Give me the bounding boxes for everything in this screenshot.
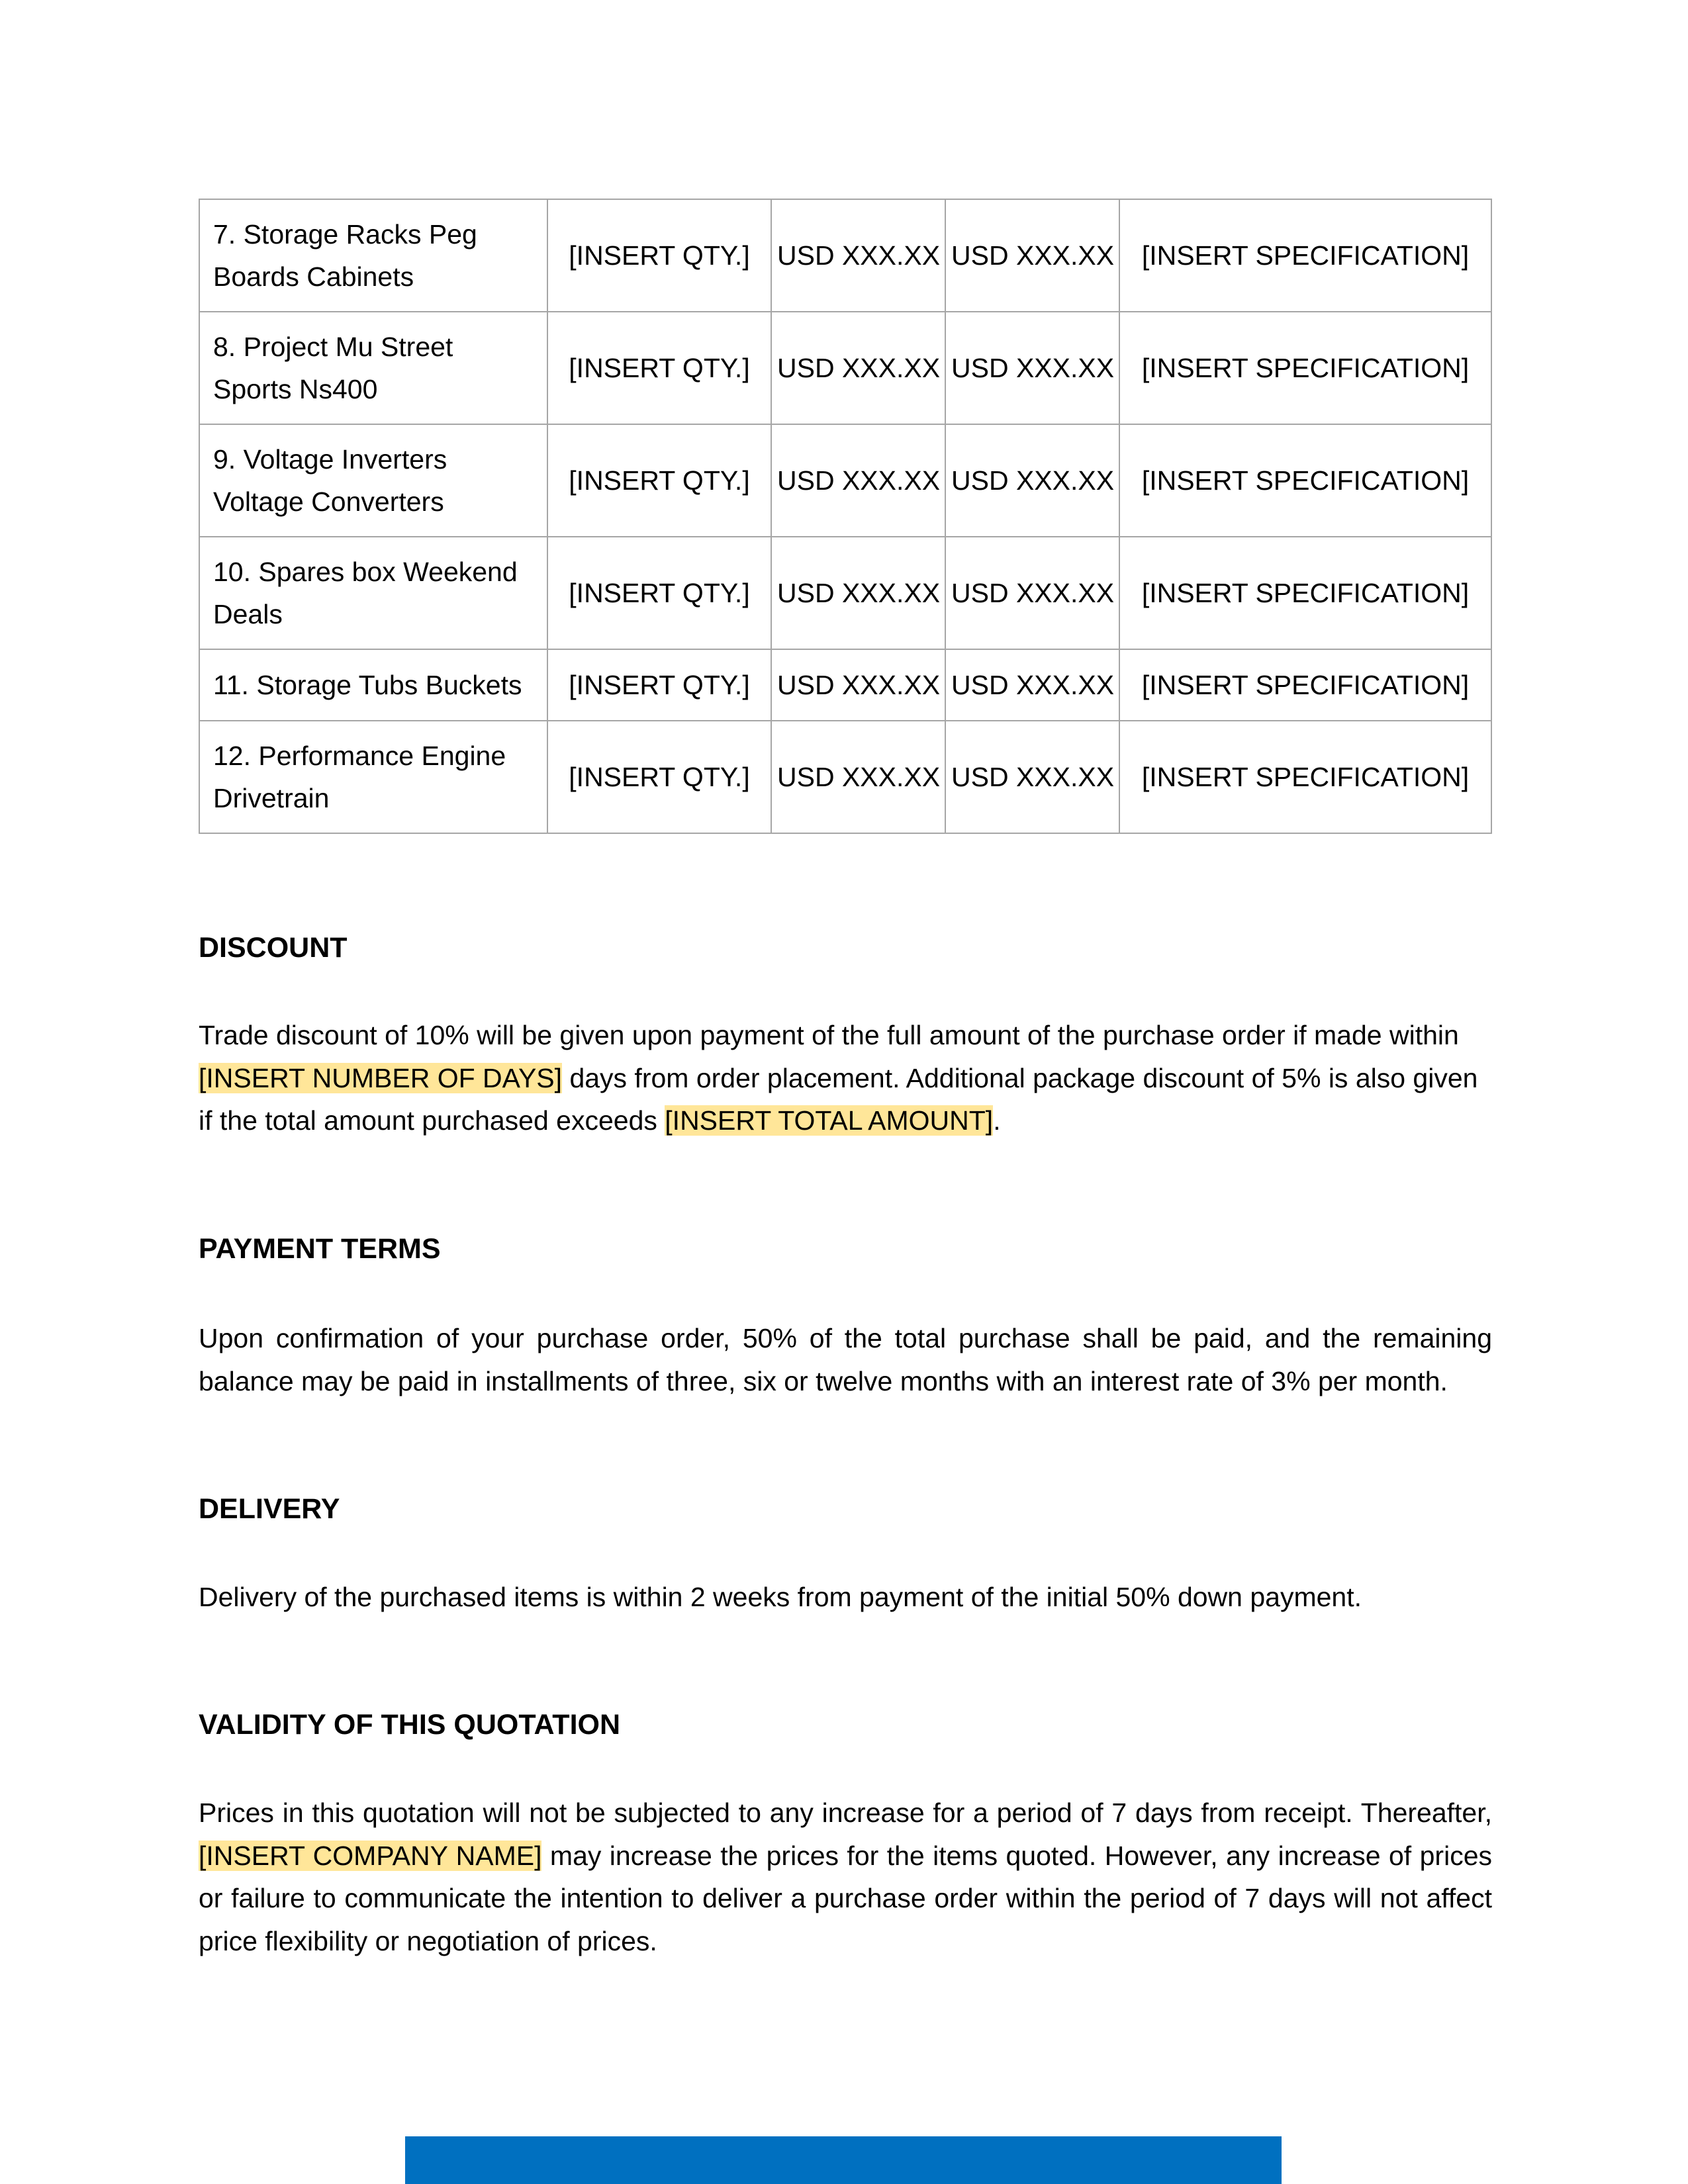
- unit-price-cell: USD XXX.XX: [771, 424, 945, 537]
- table-row: [199, 721, 1491, 833]
- placeholder-number-of-days: [INSERT NUMBER OF DAYS]: [199, 1062, 563, 1093]
- total-price-cell: USD XXX.XX: [945, 649, 1119, 721]
- item-name-cell: 9. Voltage Inverters Voltage Converters: [199, 424, 547, 537]
- total-price-cell: USD XXX.XX: [945, 424, 1119, 537]
- discount-text-1: Trade discount of 10% will be given upon payment of the full amount of the purchase order if made within: [199, 1020, 1459, 1050]
- item-name-cell: 11. Storage Tubs Buckets: [199, 649, 547, 721]
- discount-paragraph: [199, 1014, 1492, 1142]
- item-name-cell: 8. Project Mu Street Sports Ns400: [199, 312, 547, 424]
- placeholder-total-amount: [INSERT TOTAL AMOUNT]: [665, 1105, 994, 1136]
- table-row: [199, 649, 1491, 721]
- qty-cell: [INSERT QTY.]: [547, 721, 771, 833]
- table-row: [199, 537, 1491, 649]
- validity-text-1: Prices in this quotation will not be subjected to any increase for a period of 7 days from receipt. Thereafter,: [199, 1797, 1492, 1828]
- qty-cell: [INSERT QTY.]: [547, 312, 771, 424]
- validity-text-2: may increase the prices for the items quoted. However, any increase of prices or failure to communicate the intention to deliver a purchase order within the period of 7 days will not affect price flexibility or negotiation of prices.: [199, 1840, 1492, 1956]
- total-price-cell: USD XXX.XX: [945, 199, 1119, 312]
- validity-paragraph: [199, 1792, 1492, 1962]
- qty-cell: [INSERT QTY.]: [547, 537, 771, 649]
- total-price-cell: USD XXX.XX: [945, 312, 1119, 424]
- unit-price-cell: USD XXX.XX: [771, 537, 945, 649]
- specification-cell: [INSERT SPECIFICATION]: [1119, 424, 1491, 537]
- qty-cell: [INSERT QTY.]: [547, 649, 771, 721]
- discount-text-3: .: [993, 1105, 1001, 1136]
- item-name-cell: 10. Spares box Weekend Deals: [199, 537, 547, 649]
- unit-price-cell: USD XXX.XX: [771, 721, 945, 833]
- qty-cell: [INSERT QTY.]: [547, 424, 771, 537]
- items-table: [199, 199, 1492, 834]
- table-row: [199, 199, 1491, 312]
- placeholder-company-name: [INSERT COMPANY NAME]: [199, 1840, 542, 1871]
- total-price-cell: USD XXX.XX: [945, 537, 1119, 649]
- unit-price-cell: USD XXX.XX: [771, 312, 945, 424]
- specification-cell: [INSERT SPECIFICATION]: [1119, 199, 1491, 312]
- payment-terms-heading: PAYMENT TERMS: [199, 1233, 441, 1265]
- item-name-cell: 7. Storage Racks Peg Boards Cabinets: [199, 199, 547, 312]
- payment-terms-paragraph: Upon confirmation of your purchase order, 50% of the total purchase shall be paid, and the remaining balance may be paid in installments of three, six or twelve months with an interest rate of 3% per month.: [199, 1323, 1492, 1396]
- specification-cell: [INSERT SPECIFICATION]: [1119, 721, 1491, 833]
- specification-cell: [INSERT SPECIFICATION]: [1119, 649, 1491, 721]
- delivery-paragraph: Delivery of the purchased items is within 2 weeks from payment of the initial 50% down payment.: [199, 1582, 1362, 1612]
- unit-price-cell: USD XXX.XX: [771, 649, 945, 721]
- item-name-cell: 12. Performance Engine Drivetrain: [199, 721, 547, 833]
- discount-heading: DISCOUNT: [199, 932, 348, 964]
- table-row: [199, 312, 1491, 424]
- footer-bar: [405, 2136, 1282, 2184]
- discount-text-2: days from order placement. Additional package discount of 5% is also given if the total amount purchased exceeds: [199, 1062, 1478, 1136]
- specification-cell: [INSERT SPECIFICATION]: [1119, 537, 1491, 649]
- total-price-cell: USD XXX.XX: [945, 721, 1119, 833]
- specification-cell: [INSERT SPECIFICATION]: [1119, 312, 1491, 424]
- validity-heading: VALIDITY OF THIS QUOTATION: [199, 1709, 621, 1741]
- unit-price-cell: USD XXX.XX: [771, 199, 945, 312]
- qty-cell: [INSERT QTY.]: [547, 199, 771, 312]
- table-row: [199, 424, 1491, 537]
- delivery-heading: DELIVERY: [199, 1493, 340, 1525]
